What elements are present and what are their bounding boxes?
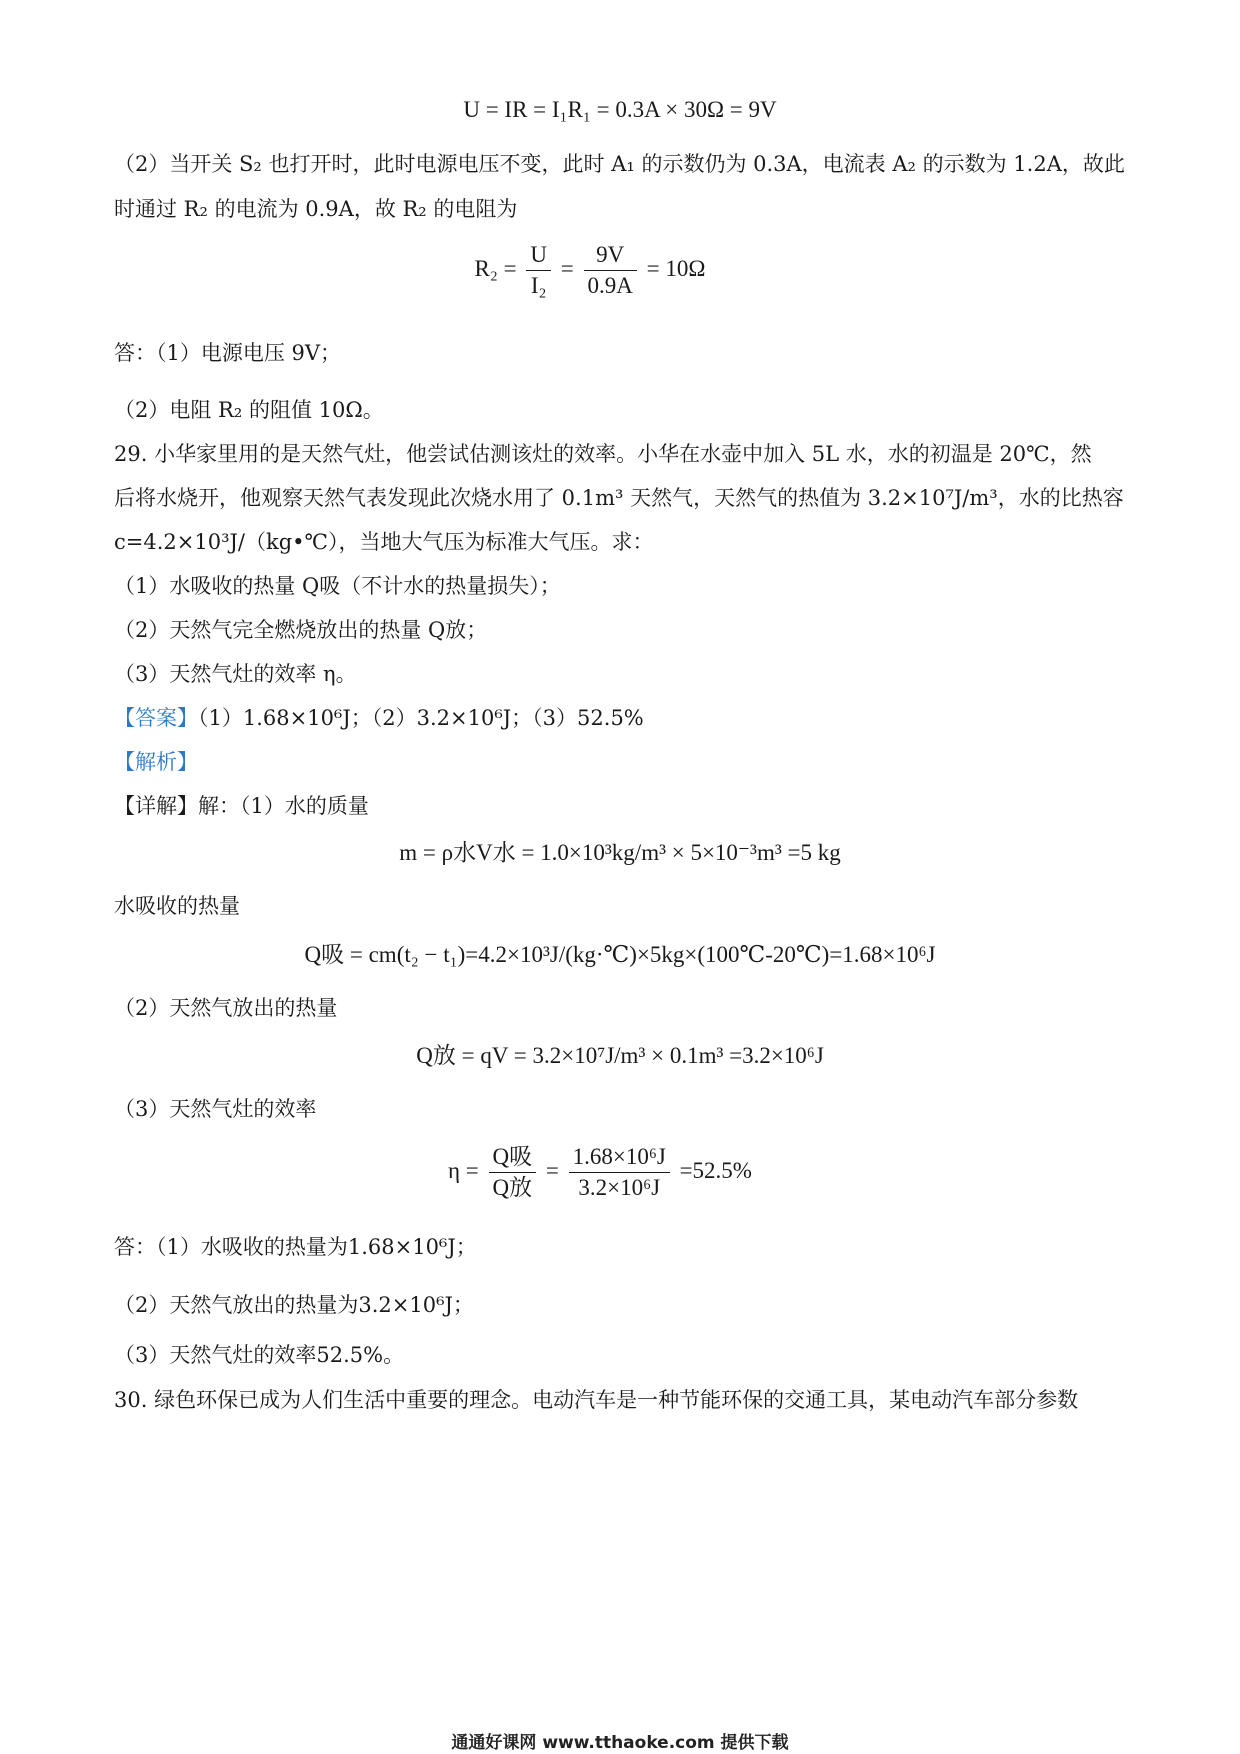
answer-line [114,703,1130,733]
answer-tag: 【答案】 [114,706,198,730]
formula-heat-absorbed: Q吸 = cm(t₂ − t₁)=4.2×10³J/(kg·℃)×5kg×(100℃-20℃)=1.68×10⁶J [304,942,936,967]
fraction-q-ratio [489,1142,537,1203]
fraction-numerator: 1.68×10⁶J [569,1142,670,1173]
answer-28-part2: （2）电阻 R₂ 的阻值 10Ω。 [114,398,384,422]
formula-voltage: U = IR = I₁R₁ = 0.3A × 30Ω = 9V [463,97,777,122]
equals-sign: = [545,1157,559,1183]
gas-released-label: （2）天然气放出的热量 [114,996,338,1020]
paragraph-28-2-line2: 时通过 R₂ 的电流为 0.9A，故 R₂ 的电阻为 [114,197,518,221]
fraction-numerator: 9V [584,240,637,271]
answer-29-part2: （2）天然气放出的热量为3.2×10⁶J； [114,1293,474,1317]
question-30-line1: 30. 绿色环保已成为人们生活中重要的理念。电动汽车是一种节能环保的交通工具，某电动汽车部分参数 [114,1388,1079,1412]
equals-sign: = [560,255,574,281]
question-29-line1: 29. 小华家里用的是天然气灶，他尝试估测该灶的效率。小华在水壶中加入 5L 水，水的初温是 20℃，然 [114,442,1092,466]
question-29-line2: 后将水烧开，他观察天然气表发现此次烧水用了 0.1m³ 天然气，天然气的热值为 3.2×10⁷J/m³，水的比热容 [114,486,1124,510]
answer-29-part3: （3）天然气灶的效率52.5%。 [114,1343,405,1367]
fraction-values [569,1142,670,1203]
answer-body: （1）1.68×10⁶J；（2）3.2×10⁶J；（3）52.5% [198,706,644,730]
footer-watermark: 通通好课网 www.tthaoke.com 提供下载 [451,1733,789,1753]
fraction-denominator: I₂ [530,273,547,298]
fraction-numerator: Q吸 [489,1142,537,1173]
fraction-denominator: Q放 [492,1175,533,1200]
formula-heat-released: Q放 = qV = 3.2×10⁷J/m³ × 0.1m³ =3.2×10⁶J [416,1043,824,1068]
answer-29-part1: 答：（1）水吸收的热量为1.68×10⁶J； [114,1235,477,1259]
formula-mass: m = ρ水V水 = 1.0×10³kg/m³ × 5×10⁻³m³ =5 kg [399,840,841,865]
formula-resistance-result: = 10Ω [646,255,706,281]
answer-28-part1: 答：（1）电源电压 9V； [114,341,342,365]
question-29-sub2: （2）天然气完全燃烧放出的热量 Q放； [114,618,488,642]
fraction-denominator: 3.2×10⁶J [578,1175,661,1200]
formula-resistance [0,240,1240,301]
fraction-denominator: 0.9A [587,273,633,298]
analysis-tag: 【解析】 [114,750,198,774]
question-29-sub1: （1）水吸收的热量 Q吸（不计水的热量损失）； [114,574,561,598]
formula-resistance-lhs: R₂ = [474,255,517,281]
fraction-u-over-i2 [526,240,551,301]
paragraph-28-2-line1: （2）当开关 S₂ 也打开时，此时电源电压不变，此时 A₁ 的示数仍为 0.3A，电流表 A₂ 的示数为 1.2A，故此 [114,152,1125,176]
question-29-sub3: （3）天然气灶的效率 η。 [114,662,357,686]
fraction-9v-over-0-9a [584,240,637,301]
question-29-line3: c=4.2×10³J/（kg•℃），当地大气压为标准大气压。求： [114,530,654,554]
formula-efficiency-lhs: η = [448,1157,479,1183]
heat-absorbed-label: 水吸收的热量 [114,894,240,918]
formula-efficiency-result: =52.5% [679,1157,752,1183]
formula-efficiency [0,1142,1240,1203]
detail-intro: 【详解】解：（1）水的质量 [114,794,369,818]
efficiency-label: （3）天然气灶的效率 [114,1097,317,1121]
fraction-numerator: U [526,240,551,271]
